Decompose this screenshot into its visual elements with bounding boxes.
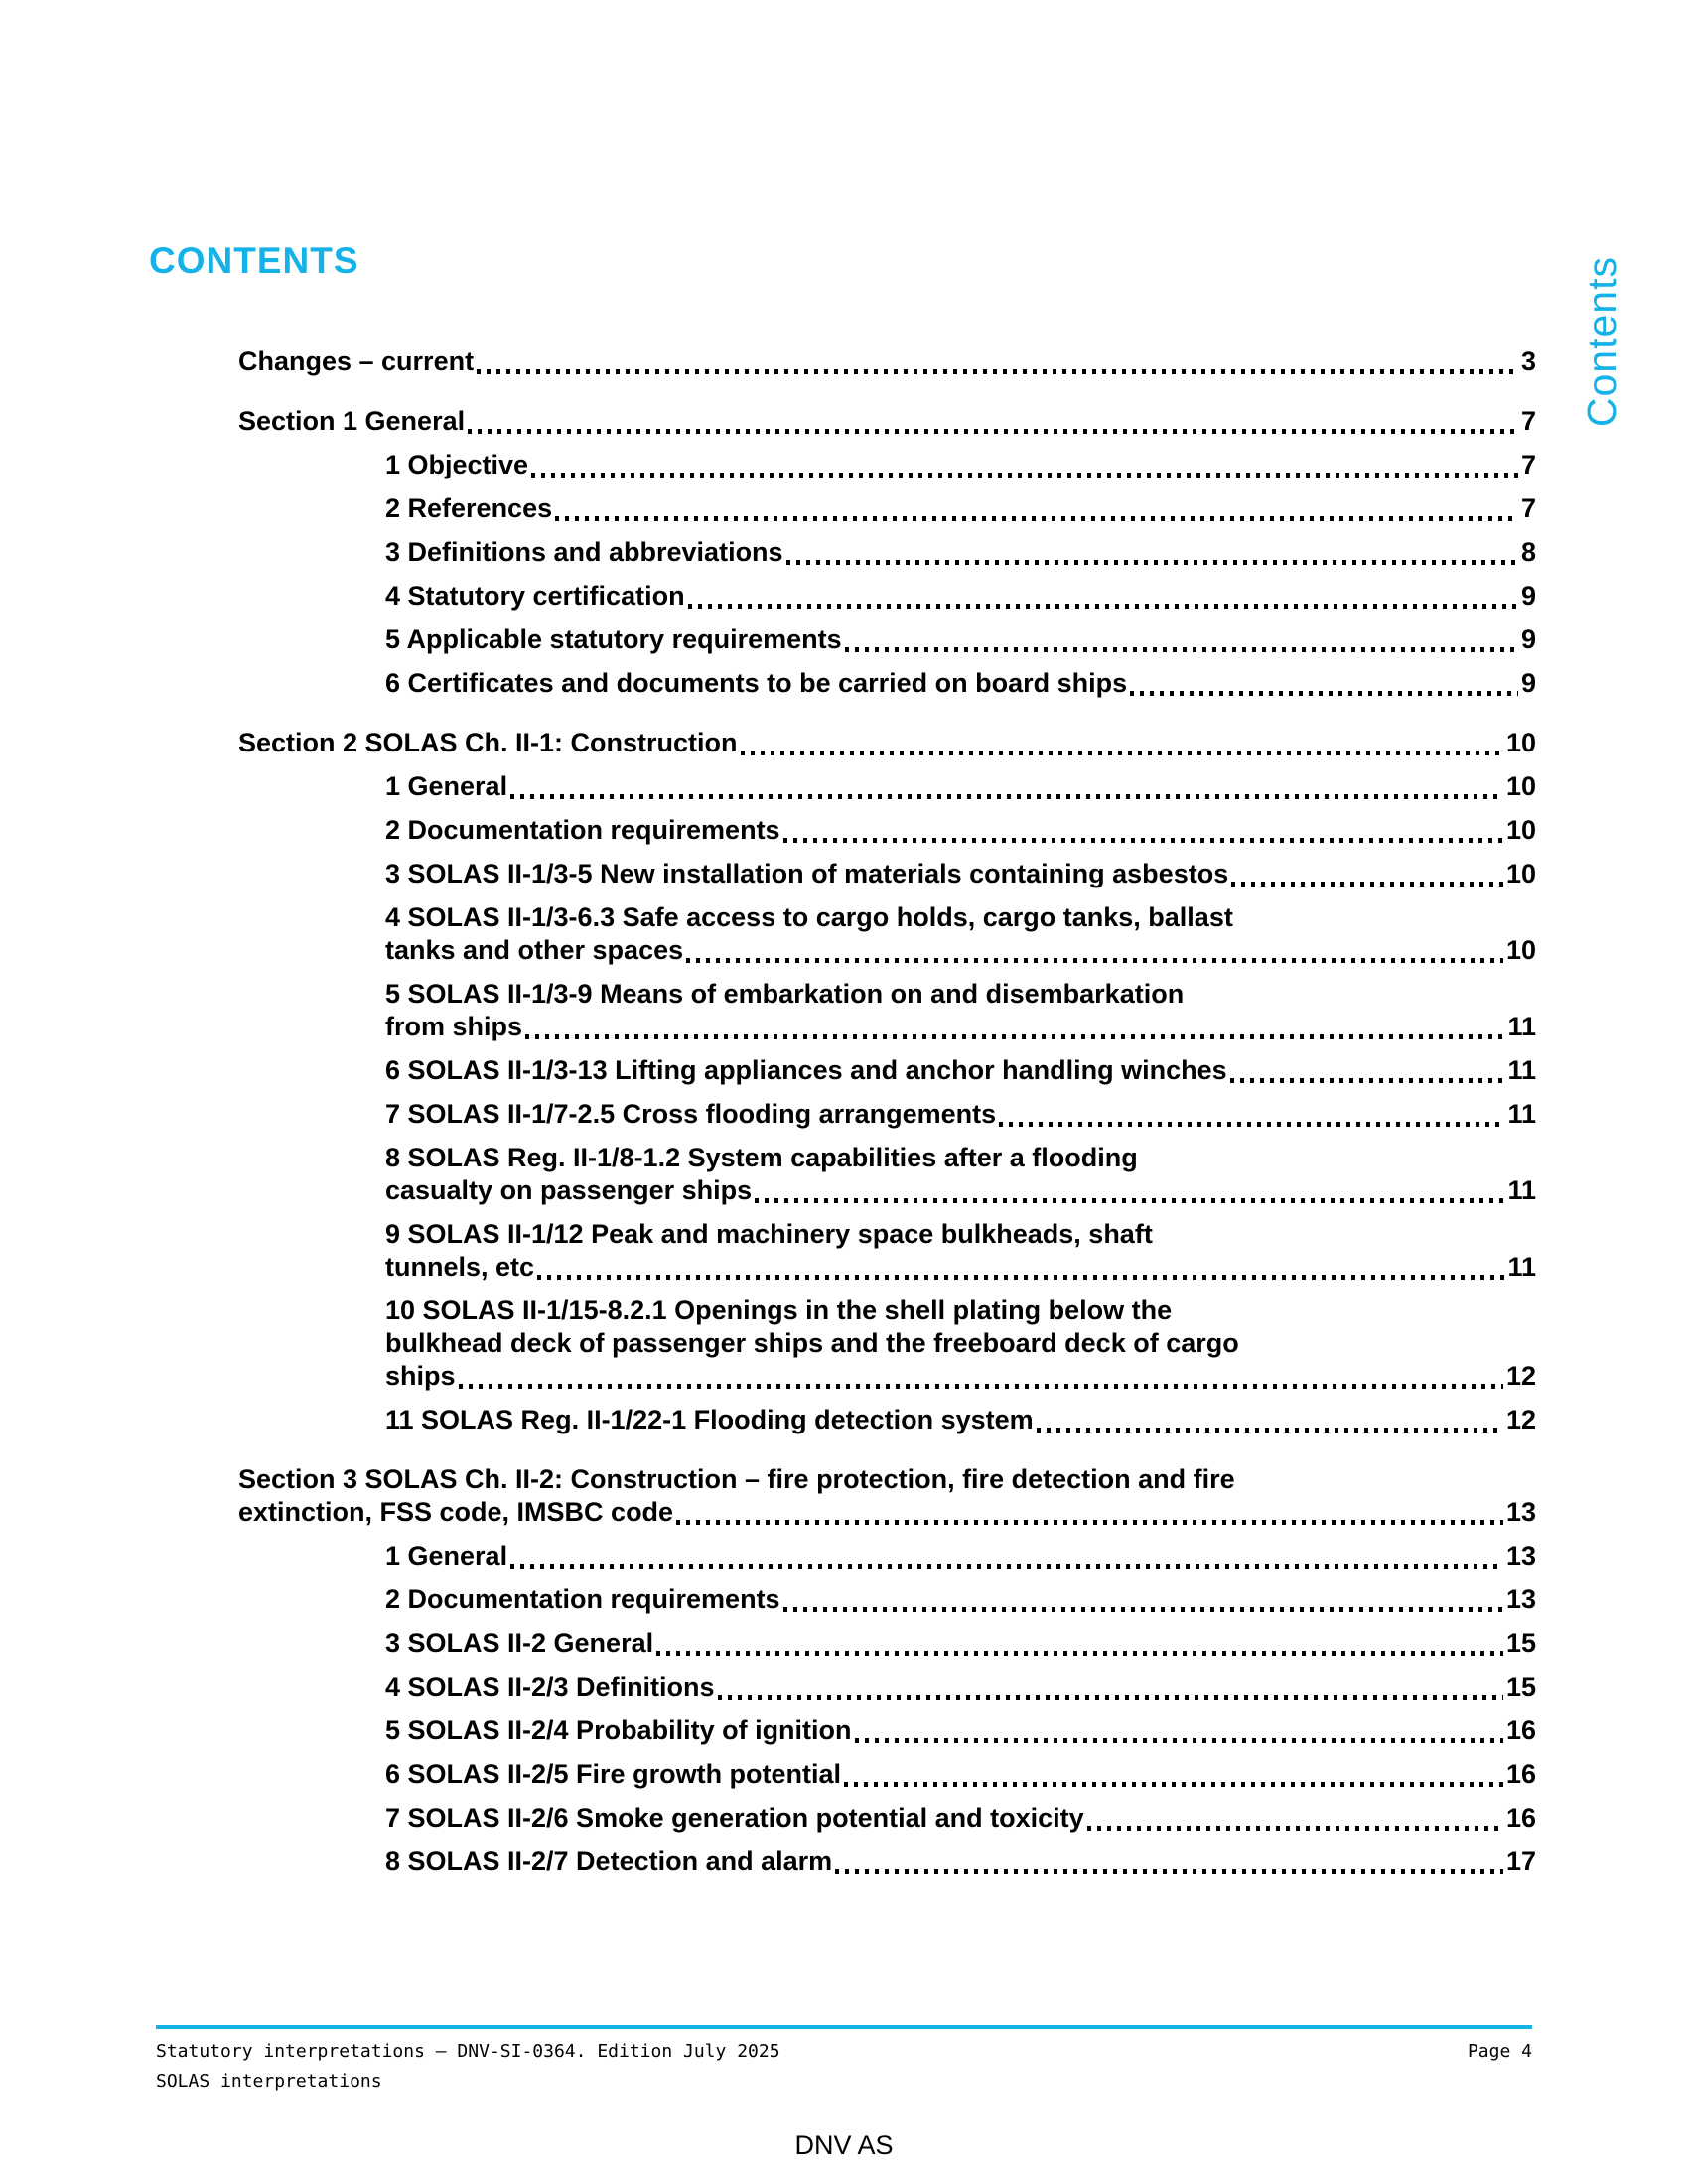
toc-entry-lastline: [385, 492, 1536, 525]
toc-entry[interactable]: [238, 858, 1536, 890]
toc-entry-label: 1 General: [385, 771, 508, 801]
toc-entry-line: 5 SOLAS II-1/3-9 Means of embarkation on and disembarkation: [385, 979, 1185, 1009]
toc-leader-dots: [477, 369, 1518, 374]
toc-entry[interactable]: [238, 667, 1536, 700]
toc-entry[interactable]: [238, 536, 1536, 569]
toc-entry-label: 2 References: [385, 493, 553, 523]
toc-entry[interactable]: [238, 1054, 1536, 1087]
toc-entry-line: 8 SOLAS Reg. II-1/8-1.2 System capabilities after a flooding: [385, 1143, 1138, 1172]
toc-entry-label: Section 2 SOLAS Ch. II-1: Construction: [238, 728, 738, 757]
toc-entry-line: bulkhead deck of passenger ships and the freeboard deck of cargo: [385, 1328, 1239, 1358]
toc-entry-label: 4 SOLAS II-2/3 Definitions: [385, 1672, 715, 1702]
toc-leader-dots: [855, 1738, 1503, 1743]
toc-page-number: 13: [1505, 1541, 1536, 1570]
toc-entry-label: Section 1 General: [238, 406, 466, 436]
toc-entry-label: 8 SOLAS II-2/7 Detection and alarm: [385, 1846, 833, 1876]
toc-leader-dots: [1230, 1078, 1505, 1083]
toc-leader-dots: [1037, 1428, 1503, 1433]
toc-entry[interactable]: [238, 1404, 1536, 1436]
toc-entry-line: 4 SOLAS II-1/3-6.3 Safe access to cargo holds, cargo tanks, ballast: [385, 902, 1233, 932]
toc-entry-lastline: [385, 1011, 1536, 1043]
toc-leader-dots: [755, 1198, 1504, 1203]
toc-entry[interactable]: [238, 1583, 1536, 1616]
toc-entry-label: 6 SOLAS II-1/3-13 Lifting appliances and anchor handling winches: [385, 1055, 1227, 1085]
toc-entry-label: 6 SOLAS II-2/5 Fire growth potential: [385, 1759, 842, 1789]
toc-entry-lastline: [238, 1496, 1536, 1529]
toc-leader-dots: [1130, 691, 1518, 696]
toc-leader-dots: [741, 751, 1503, 755]
toc-page-number: 12: [1505, 1405, 1536, 1434]
toc-entry[interactable]: [238, 580, 1536, 613]
toc-leader-dots: [688, 604, 1518, 609]
toc-leader-dots: [656, 1651, 1503, 1656]
toc-entry[interactable]: [238, 623, 1536, 656]
footer-document-title: Statutory interpretations — DNV-SI-0364. Edition July 2025: [156, 2041, 780, 2062]
toc-entry[interactable]: [238, 770, 1536, 803]
toc-page-number: 16: [1505, 1715, 1536, 1745]
toc-entry-lastline: [238, 727, 1536, 759]
toc-entry-lastline: [385, 1758, 1536, 1791]
toc-leader-dots: [786, 560, 1518, 565]
toc-entry-label: 7 SOLAS II-1/7-2.5 Cross flooding arrangements: [385, 1099, 997, 1129]
toc-page-number: 10: [1505, 859, 1536, 888]
toc-entry-lastline: [385, 1845, 1536, 1878]
toc-entry-label: 6 Certificates and documents to be carried on board ships: [385, 668, 1128, 698]
footer-company-name: DNV AS: [794, 2130, 894, 2160]
toc-entry-label: 1 Objective: [385, 450, 529, 479]
toc-page-number: 9: [1520, 668, 1536, 698]
toc-page-number: 8: [1520, 537, 1536, 567]
toc-leader-dots: [835, 1869, 1503, 1874]
toc-page-number: 11: [1507, 1012, 1536, 1041]
toc-entry-lastline: [385, 1802, 1536, 1835]
toc-entry-lastline: [385, 1404, 1536, 1436]
toc-page-number: 15: [1505, 1628, 1536, 1658]
toc-entry[interactable]: [238, 1627, 1536, 1660]
toc-entry[interactable]: [238, 1218, 1536, 1284]
toc-leader-dots: [718, 1695, 1503, 1700]
toc-entry-label: 5 Applicable statutory requirements: [385, 624, 842, 654]
toc-leader-dots: [845, 647, 1518, 652]
toc-entry-lastline: [385, 770, 1536, 803]
toc-entry-label: 3 SOLAS II-1/3-5 New installation of materials containing asbestos: [385, 859, 1229, 888]
toc-entry-label: tunnels, etc: [385, 1252, 535, 1282]
toc-entry-label: 1 General: [385, 1541, 508, 1570]
toc-entry-lastline: [385, 1583, 1536, 1616]
toc-leader-dots: [537, 1275, 1504, 1280]
toc-entry-lastline: [385, 623, 1536, 656]
toc-entry[interactable]: [238, 814, 1536, 847]
toc-leader-dots: [686, 958, 1503, 963]
toc-page-number: 16: [1505, 1759, 1536, 1789]
footer-divider: [156, 2025, 1532, 2029]
toc-entry-lastline: [385, 667, 1536, 700]
footer-document-subtitle: SOLAS interpretations: [156, 2071, 382, 2092]
toc-entry[interactable]: [238, 1463, 1536, 1529]
toc-entry-lastline: [385, 449, 1536, 481]
toc-entry[interactable]: [238, 449, 1536, 481]
toc-entry[interactable]: [238, 1295, 1536, 1393]
toc-page-number: 10: [1505, 771, 1536, 801]
toc-entry-lastline: [385, 1251, 1536, 1284]
toc-page-number: 12: [1505, 1361, 1536, 1391]
toc-entry[interactable]: [238, 1142, 1536, 1207]
toc-entry[interactable]: [238, 978, 1536, 1043]
toc-entry-line: 9 SOLAS II-1/12 Peak and machinery space bulkheads, shaft: [385, 1219, 1153, 1249]
toc-entry-lastline: [385, 1174, 1536, 1207]
toc-entry-lastline: [385, 1714, 1536, 1747]
toc-entry-label: 7 SOLAS II-2/6 Smoke generation potential and toxicity: [385, 1803, 1084, 1833]
footer-page-number: Page 4: [1467, 2041, 1532, 2062]
toc-leader-dots: [676, 1520, 1503, 1525]
toc-page-number: 3: [1520, 346, 1536, 376]
toc-entry-label: 5 SOLAS II-2/4 Probability of ignition: [385, 1715, 852, 1745]
toc-page-number: 13: [1505, 1497, 1536, 1527]
toc-entry[interactable]: [238, 727, 1536, 759]
toc-page-number: 10: [1505, 815, 1536, 845]
toc-entry-lastline: [385, 1054, 1536, 1087]
toc-entry-line: Section 3 SOLAS Ch. II-2: Construction – fire protection, fire detection and fire: [238, 1464, 1235, 1494]
toc-leader-dots: [1231, 882, 1503, 887]
toc-entry-lastline: [385, 858, 1536, 890]
toc-entry-lastline: [385, 934, 1536, 967]
toc-entry[interactable]: [238, 1671, 1536, 1704]
toc-page-number: 15: [1505, 1672, 1536, 1702]
toc-page-number: 7: [1520, 450, 1536, 479]
toc-entry-lastline: [238, 345, 1536, 378]
toc-leader-dots: [525, 1034, 1504, 1039]
sidebar-tab-contents-label: Contents: [1579, 256, 1624, 428]
toc-entry-label: ships: [385, 1361, 456, 1391]
toc-leader-dots: [468, 429, 1518, 434]
toc-entry-label: 2 Documentation requirements: [385, 1584, 780, 1614]
toc-leader-dots: [999, 1122, 1504, 1127]
toc-entry-label: casualty on passenger ships: [385, 1175, 753, 1205]
toc-leader-dots: [510, 1564, 1503, 1569]
toc-entry-label: 4 Statutory certification: [385, 581, 685, 611]
toc-entry-label: 3 SOLAS II-2 General: [385, 1628, 654, 1658]
toc-page-number: 7: [1520, 406, 1536, 436]
toc-page-number: 16: [1505, 1803, 1536, 1833]
toc-entry-lastline: [385, 536, 1536, 569]
toc-entry-label: 2 Documentation requirements: [385, 815, 780, 845]
toc-page-number: 11: [1507, 1055, 1536, 1085]
toc-entry-label: 3 Definitions and abbreviations: [385, 537, 783, 567]
toc-page-number: 9: [1520, 581, 1536, 611]
toc-entry[interactable]: [238, 1845, 1536, 1878]
toc-page-number: 17: [1505, 1846, 1536, 1876]
toc-leader-dots: [783, 1607, 1503, 1612]
toc-entry-lastline: [385, 1360, 1536, 1393]
toc-entry-lastline: [385, 1671, 1536, 1704]
toc-entry-label: tanks and other spaces: [385, 935, 684, 965]
toc-entry[interactable]: [238, 1758, 1536, 1791]
page-title: CONTENTS: [149, 240, 359, 281]
toc-page-number: 10: [1505, 728, 1536, 757]
toc-entry[interactable]: [238, 345, 1536, 378]
toc-page-number: 11: [1507, 1252, 1536, 1282]
toc-entry[interactable]: [238, 1098, 1536, 1131]
toc-entry[interactable]: [238, 492, 1536, 525]
toc-page-number: 11: [1507, 1175, 1536, 1205]
toc-entry[interactable]: [238, 1540, 1536, 1572]
toc-page-number: 10: [1505, 935, 1536, 965]
toc-entry[interactable]: [238, 1714, 1536, 1747]
toc-leader-dots: [783, 838, 1503, 843]
toc-page-number: 7: [1520, 493, 1536, 523]
toc-entry-lastline: [238, 405, 1536, 438]
toc-entry[interactable]: [238, 405, 1536, 438]
toc-entry-lastline: [385, 1540, 1536, 1572]
toc-leader-dots: [459, 1384, 1503, 1389]
toc-entry-line: 10 SOLAS II-1/15-8.2.1 Openings in the shell plating below the: [385, 1296, 1173, 1325]
toc-entry-lastline: [385, 1627, 1536, 1660]
footer-line1: [156, 2037, 1532, 2067]
toc: [238, 345, 1536, 1889]
toc-page-number: 11: [1507, 1099, 1536, 1129]
toc-entry-label: Changes – current: [238, 346, 475, 376]
toc-page-number: 9: [1520, 624, 1536, 654]
toc-entry-lastline: [385, 1098, 1536, 1131]
toc-page-number: 13: [1505, 1584, 1536, 1614]
toc-leader-dots: [531, 473, 1518, 478]
toc-entry[interactable]: [238, 901, 1536, 967]
toc-entry-label: extinction, FSS code, IMSBC code: [238, 1497, 674, 1527]
toc-leader-dots: [555, 516, 1518, 521]
toc-leader-dots: [844, 1782, 1503, 1787]
toc-entry-lastline: [385, 814, 1536, 847]
toc-entry[interactable]: [238, 1802, 1536, 1835]
toc-leader-dots: [510, 794, 1503, 799]
toc-entry-lastline: [385, 580, 1536, 613]
toc-entry-label: from ships: [385, 1012, 523, 1041]
toc-leader-dots: [1087, 1826, 1503, 1831]
toc-entry-label: 11 SOLAS Reg. II-1/22-1 Flooding detection system: [385, 1405, 1034, 1434]
